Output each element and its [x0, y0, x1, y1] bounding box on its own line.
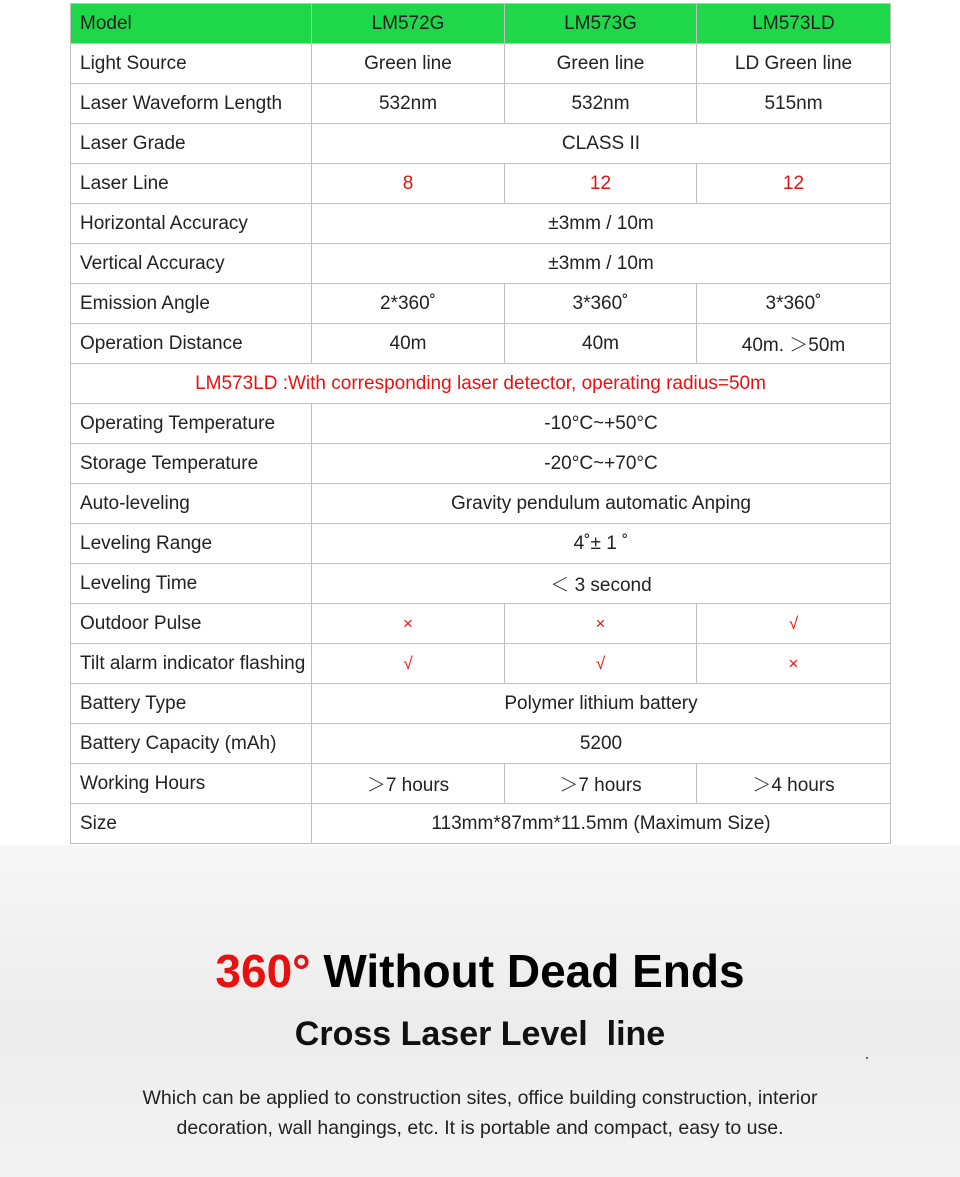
row-label: Emission Angle — [71, 284, 312, 324]
table-row — [71, 324, 891, 364]
cell-value: 4˚± 1 ˚ — [312, 524, 891, 564]
cell-value: 113mm*87mm*11.5mm (Maximum Size) — [312, 804, 891, 844]
table-row — [71, 484, 891, 524]
cell-value: 40m — [505, 324, 697, 364]
cell-value: Gravity pendulum automatic Anping — [312, 484, 891, 524]
check-icon: √ — [697, 604, 891, 644]
cross-icon: × — [505, 604, 697, 644]
cell-value: 12 — [505, 164, 697, 204]
row-label: Leveling Range — [71, 524, 312, 564]
table-row — [71, 204, 891, 244]
table-row — [71, 644, 891, 684]
row-label: Battery Capacity (mAh) — [71, 724, 312, 764]
table-row — [71, 404, 891, 444]
table-row — [71, 684, 891, 724]
table-row — [71, 804, 891, 844]
cell-value: 3*360˚ — [697, 284, 891, 324]
cell-value: 40m — [312, 324, 505, 364]
cell-value: ＞7 hours — [505, 764, 697, 804]
note-row — [71, 364, 891, 404]
row-label: Laser Line — [71, 164, 312, 204]
row-label: Outdoor Pulse — [71, 604, 312, 644]
spec-table — [70, 3, 891, 844]
cell-value: 5200 — [312, 724, 891, 764]
description: Which can be applied to construction sites, office building construction, interior decoration, wall hangings, etc. It is portable and compact, easy to use. — [142, 1087, 818, 1139]
header-label: Model — [71, 4, 312, 44]
cell-value: 8 — [312, 164, 505, 204]
check-icon: √ — [505, 644, 697, 684]
table-row — [71, 604, 891, 644]
cell-value: Green line — [312, 44, 505, 84]
cell-value: 3*360˚ — [505, 284, 697, 324]
cell-value: 12 — [697, 164, 891, 204]
cell-value: 515nm — [697, 84, 891, 124]
table-row — [71, 564, 891, 604]
row-label: Light Source — [71, 44, 312, 84]
cell-value: 2*360˚ — [312, 284, 505, 324]
table-header-row — [71, 4, 891, 44]
cell-value: ±3mm / 10m — [312, 204, 891, 244]
cell-value: CLASS II — [312, 124, 891, 164]
table-row — [71, 724, 891, 764]
table-row — [71, 244, 891, 284]
row-label: Tilt alarm indicator flashing — [71, 644, 312, 684]
row-label: Battery Type — [71, 684, 312, 724]
cell-value: 532nm — [505, 84, 697, 124]
cross-icon: × — [697, 644, 891, 684]
table-row — [71, 524, 891, 564]
table-row — [71, 764, 891, 804]
row-label: Vertical Accuracy — [71, 244, 312, 284]
detector-note: LM573LD :With corresponding laser detector, operating radius=50m — [71, 364, 891, 404]
row-label: Operating Temperature — [71, 404, 312, 444]
cell-value: LD Green line — [697, 44, 891, 84]
cross-icon: × — [312, 604, 505, 644]
cell-value: -10°C~+50°C — [312, 404, 891, 444]
headline-accent: 360° — [215, 945, 311, 997]
model-lm573g: LM573G — [505, 4, 697, 44]
table-row — [71, 124, 891, 164]
row-label: Operation Distance — [71, 324, 312, 364]
subheading: Cross Laser Level line — [294, 1015, 666, 1053]
table-row — [71, 164, 891, 204]
headline — [0, 944, 960, 998]
cell-value: ＞7 hours — [312, 764, 505, 804]
row-label: Working Hours — [71, 764, 312, 804]
cell-value: -20°C~+70°C — [312, 444, 891, 484]
table-row — [71, 44, 891, 84]
decorative-dot — [866, 1057, 868, 1059]
model-lm573ld: LM573LD — [697, 4, 891, 44]
row-label: Horizontal Accuracy — [71, 204, 312, 244]
row-label: Leveling Time — [71, 564, 312, 604]
table-row — [71, 444, 891, 484]
cell-value: Polymer lithium battery — [312, 684, 891, 724]
row-label: Laser Grade — [71, 124, 312, 164]
cell-value: 40m. ＞50m — [697, 324, 891, 364]
cell-value: ＜ 3 second — [312, 564, 891, 604]
cell-value: ±3mm / 10m — [312, 244, 891, 284]
cell-value: ＞4 hours — [697, 764, 891, 804]
row-label: Size — [71, 804, 312, 844]
cell-value: 532nm — [312, 84, 505, 124]
headline-text: Without Dead Ends — [310, 945, 745, 997]
row-label: Auto-leveling — [71, 484, 312, 524]
table-row — [71, 84, 891, 124]
row-label: Laser Waveform Length — [71, 84, 312, 124]
table-row — [71, 284, 891, 324]
check-icon: √ — [312, 644, 505, 684]
row-label: Storage Temperature — [71, 444, 312, 484]
model-lm572g: LM572G — [312, 4, 505, 44]
cell-value: Green line — [505, 44, 697, 84]
